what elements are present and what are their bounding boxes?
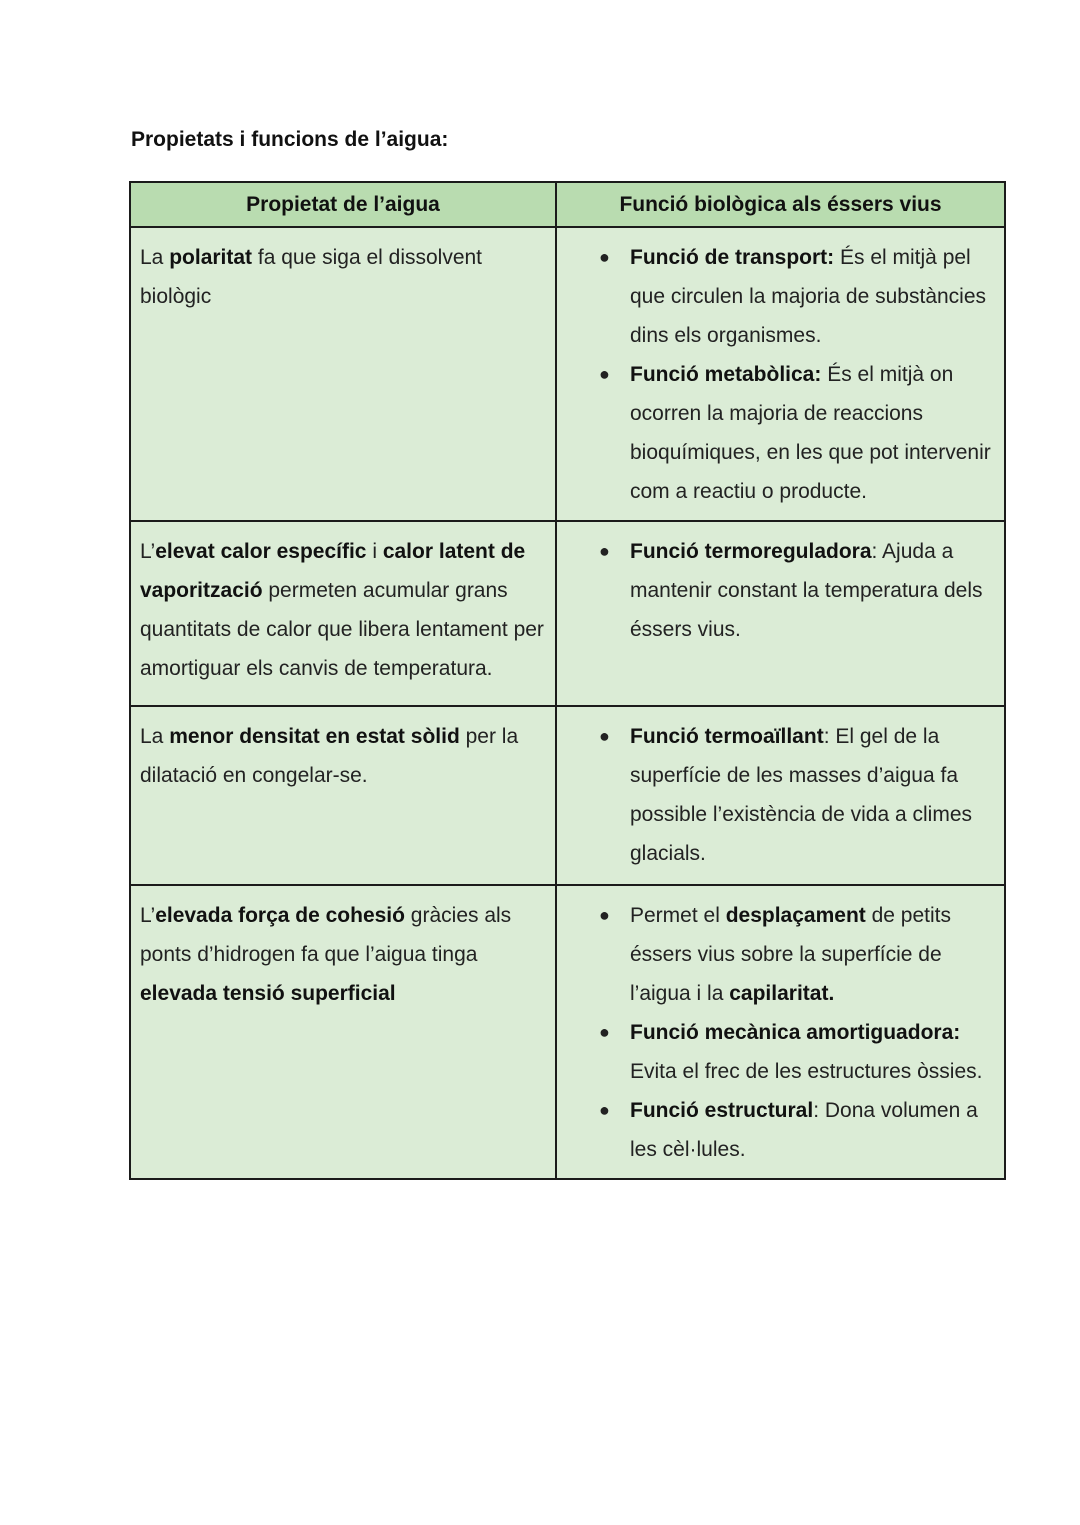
property-cell: L’elevat calor específic i calor latent de vaporització permeten acumular grans quantitats de calor que libera lentament per amortiguar els canvis de temperatura. [130, 521, 556, 706]
bullet-icon: ● [599, 1100, 610, 1120]
table-row [130, 227, 1005, 521]
list-item: ● Funció metabòlica: És el mitjà on ocorren la majoria de reaccions bioquímiques, en les que pot intervenir com a reactiu o producte. [557, 355, 998, 511]
function-cell [556, 521, 1005, 706]
bullet-icon: ● [599, 905, 610, 925]
list-item: ● Funció de transport: És el mitjà pel que circulen la majoria de substàncies dins els organismes. [557, 238, 998, 355]
bullet-icon: ● [599, 1022, 610, 1042]
bullet-icon: ● [599, 364, 610, 384]
table-row [130, 706, 1005, 885]
header-function: Funció biològica als éssers vius [556, 182, 1005, 227]
bullet-icon: ● [599, 247, 610, 267]
list-item: ● Funció termoreguladora: Ajuda a mantenir constant la temperatura dels éssers vius. [557, 532, 998, 649]
property-cell: La polaritat fa que siga el dissolvent biològic [130, 227, 556, 521]
table-row [130, 521, 1005, 706]
property-cell: L’elevada força de cohesió gràcies als ponts d’hidrogen fa que l’aigua tinga elevada tensió superficial [130, 885, 556, 1179]
header-property: Propietat de l’aigua [130, 182, 556, 227]
function-cell [556, 706, 1005, 885]
page-title: Propietats i funcions de l’aigua: [131, 128, 449, 151]
list-item: ● Funció termoaïllant: El gel de la superfície de les masses d’aigua fa possible l’existència de vida a climes glacials. [557, 717, 998, 873]
properties-table [129, 181, 1006, 1180]
table-header-row [130, 182, 1005, 227]
function-cell [556, 885, 1005, 1179]
list-item: ● Permet el desplaçament de petits éssers vius sobre la superfície de l’aigua i la capilaritat. [557, 896, 998, 1013]
property-cell: La menor densitat en estat sòlid per la dilatació en congelar-se. [130, 706, 556, 885]
bullet-icon: ● [599, 726, 610, 746]
list-item: ● Funció mecànica amortiguadora: Evita el frec de les estructures òssies. [557, 1013, 998, 1091]
function-cell [556, 227, 1005, 521]
table-row [130, 885, 1005, 1179]
list-item: ● Funció estructural: Dona volumen a les cèl·lules. [557, 1091, 998, 1169]
bullet-icon: ● [599, 541, 610, 561]
